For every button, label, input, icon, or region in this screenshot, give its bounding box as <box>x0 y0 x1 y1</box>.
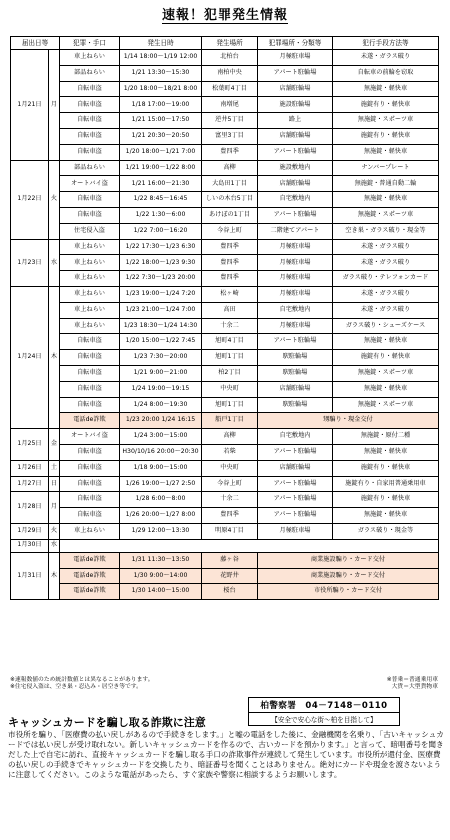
weekday-cell: 日 <box>49 476 60 492</box>
table-cell: 1/21 15:00～17:50 <box>120 113 202 129</box>
table-row <box>11 460 439 476</box>
table-cell: 今谷上町 <box>202 223 258 239</box>
table-cell: 花野井 <box>202 568 258 584</box>
table-cell: 電話de詐欺 <box>60 584 120 600</box>
table-cell: 店舗駐輪場 <box>258 460 333 476</box>
table-cell: 旭町1丁目 <box>202 350 258 366</box>
date-cell: 1月21日 <box>11 50 49 161</box>
table-cell: 自転車盗 <box>60 381 120 397</box>
page-title: 速報！犯罪発生情報 <box>161 8 288 23</box>
table-cell: 無施錠・スポーツ車 <box>333 113 439 129</box>
table-row <box>11 429 439 445</box>
table-cell: 店舗駐輪場 <box>258 176 333 192</box>
table-cell: 1/28 6:00～8:00 <box>120 492 202 508</box>
table-cell: 月極駐車場 <box>258 318 333 334</box>
date-cell: 1月30日 <box>11 539 49 552</box>
header-cell: 発生場所 <box>202 37 258 50</box>
date-cell: 1月23日 <box>11 239 49 286</box>
table-cell: アパート駐輪場 <box>258 508 333 524</box>
table-cell: 自転車盗 <box>60 144 120 160</box>
table-cell: 自宅敷地内 <box>258 429 333 445</box>
table-cell: 中央町 <box>202 381 258 397</box>
table-cell: 若柴 <box>202 444 258 460</box>
table-cell: 1/23 19:00～1/24 7:20 <box>120 286 202 302</box>
table-cell: 無施錠・軽快車 <box>333 508 439 524</box>
table-cell: 自転車盗 <box>60 334 120 350</box>
table-cell: 中央町 <box>202 460 258 476</box>
table-cell: アパート駐輪場 <box>258 492 333 508</box>
table-cell: 1/26 20:00～1/27 8:00 <box>120 508 202 524</box>
header-cell: 届出日等 <box>11 37 60 50</box>
table-cell: 1/24 8:00～19:30 <box>120 397 202 413</box>
table-row <box>11 113 439 129</box>
police-slogan: 【安全で安心な街～柏を目指して】 <box>249 712 399 724</box>
table-cell: オートバイ盗 <box>60 176 120 192</box>
table-cell: ガラス破り・現金等 <box>333 523 439 539</box>
table-row <box>11 539 439 552</box>
table-cell: 無施錠・軽快車 <box>333 334 439 350</box>
table-row <box>11 97 439 113</box>
table-cell: 自転車の前輪を窃取 <box>333 65 439 81</box>
note-1: ※速報数値のため統計数値とは異なることがあります。 <box>10 677 154 683</box>
table-cell: 1/18 17:00～19:00 <box>120 97 202 113</box>
table-cell: 自転車盗 <box>60 128 120 144</box>
table-cell: 1/31 11:30～13:50 <box>120 552 202 568</box>
table-cell: 1/21 13:30～15:30 <box>120 65 202 81</box>
date-cell: 1月24日 <box>11 286 49 428</box>
table-cell: 自宅敷地内 <box>258 192 333 208</box>
table-cell: 車上ねらい <box>60 286 120 302</box>
table-cell: アパート駐輪場 <box>258 334 333 350</box>
table-row <box>11 302 439 318</box>
table-cell: 南柏中央 <box>202 65 258 81</box>
table-cell: 1/22 1:30～6:00 <box>120 207 202 223</box>
date-cell: 1月28日 <box>11 492 49 524</box>
table-cell: 月極駐車場 <box>258 523 333 539</box>
table-cell: 高柳 <box>202 160 258 176</box>
table-cell: 自宅敷地内 <box>258 302 333 318</box>
table-cell: 自転車盗 <box>60 397 120 413</box>
table-cell: アパート駐輪場 <box>258 144 333 160</box>
police-contact <box>248 697 400 726</box>
table-cell: 無施錠・軽快車 <box>333 192 439 208</box>
table-cell: 駅駐輪場 <box>258 365 333 381</box>
table-cell: 自転車盗 <box>60 508 120 524</box>
note-4: 大貨＝大型貨物車 <box>391 684 438 690</box>
table-row <box>11 255 439 271</box>
table-row <box>11 239 439 255</box>
table-cell: 自転車盗 <box>60 113 120 129</box>
table-cell: 施錠有り・軽快車 <box>333 492 439 508</box>
table-row <box>11 50 439 66</box>
header-cell: 犯罪・手口 <box>60 37 120 50</box>
header-cell: 犯罪場所・分類等 <box>258 37 333 50</box>
table-cell: 1/23 18:30～1/24 14:30 <box>120 318 202 334</box>
table-cell: 部品ねらい <box>60 160 120 176</box>
weekday-cell: 月 <box>49 492 60 524</box>
table-cell: 月極駐車場 <box>258 239 333 255</box>
table-cell: 1/26 19:00～1/27 2:50 <box>120 476 202 492</box>
date-cell: 1月31日 <box>11 552 49 599</box>
table-cell: 無施錠・スポーツ車 <box>333 207 439 223</box>
table-cell: 駅駐輪場 <box>258 350 333 366</box>
table-cell: 逆井5丁目 <box>202 113 258 129</box>
table-row <box>11 192 439 208</box>
table-cell: 十余二 <box>202 318 258 334</box>
warning-title: キャッシュカードを騙し取る詐欺に注意 <box>8 716 206 729</box>
table-cell: 部品ねらい <box>60 65 120 81</box>
table-cell: ガラス破り・シューズケース <box>333 318 439 334</box>
table-cell: 1/20 18:00～18/21 8:00 <box>120 81 202 97</box>
table-cell: 旭町1丁目 <box>202 397 258 413</box>
fraud-row <box>11 552 439 568</box>
table-cell: 1/21 16:00～21:30 <box>120 176 202 192</box>
table-row <box>11 381 439 397</box>
table-cell: 電話de詐欺 <box>60 552 120 568</box>
table-row <box>11 350 439 366</box>
crime-table <box>10 36 439 600</box>
table-cell: 1/22 17:30～1/23 6:30 <box>120 239 202 255</box>
table-cell: 豊四季 <box>202 144 258 160</box>
table-row <box>11 65 439 81</box>
table-cell: 未遂・ガラス破り <box>333 255 439 271</box>
table-cell: しいの木台5丁目 <box>202 192 258 208</box>
table-cell: 松ヶ崎 <box>202 286 258 302</box>
table-cell: 施錠有り・軽快車 <box>333 128 439 144</box>
weekday-cell: 火 <box>49 160 60 239</box>
table-cell: 1/23 20:00 1/24 16:15 <box>120 413 202 429</box>
table-cell: 自転車盗 <box>60 460 120 476</box>
table-cell: 1/14 18:00～1/19 12:00 <box>120 50 202 66</box>
table-cell: 1/18 9:00～15:00 <box>120 460 202 476</box>
table-cell: 1/21 9:00～21:00 <box>120 365 202 381</box>
table-cell: 車上ねらい <box>60 271 120 287</box>
table-row <box>11 365 439 381</box>
fraud-row <box>11 413 439 429</box>
header-cell: 発生日時 <box>120 37 202 50</box>
table-row <box>11 176 439 192</box>
table-row <box>11 508 439 524</box>
table-cell: 駅駐輪場 <box>258 397 333 413</box>
table-cell: 未遂・ガラス破り <box>333 286 439 302</box>
table-cell: 1/29 12:00～13:30 <box>120 523 202 539</box>
table-cell: 車上ねらい <box>60 302 120 318</box>
table-row <box>11 286 439 302</box>
table-cell: アパート駐輪場 <box>258 65 333 81</box>
table-cell: 豊四季 <box>202 239 258 255</box>
table-cell: 無施錠・軽快車 <box>333 444 439 460</box>
table-cell: 施設敷地内 <box>258 160 333 176</box>
table-row <box>11 318 439 334</box>
table-cell: 施錠有り・軽快車 <box>333 460 439 476</box>
table-cell: 船戸1丁目 <box>202 413 258 429</box>
table-cell: 自転車盗 <box>60 492 120 508</box>
table-cell: 大島田1丁目 <box>202 176 258 192</box>
table-row <box>11 160 439 176</box>
table-cell: 明原4丁目 <box>202 523 258 539</box>
table-cell: 車上ねらい <box>60 523 120 539</box>
table-row <box>11 223 439 239</box>
table-cell: 空き巣・ガラス破り・現金等 <box>333 223 439 239</box>
table-cell: 自転車盗 <box>60 97 120 113</box>
table-cell: 1/22 8:45～16:45 <box>120 192 202 208</box>
date-cell: 1月26日 <box>11 460 49 476</box>
table-row <box>11 397 439 413</box>
table-cell: アパート駐輪場 <box>258 207 333 223</box>
table-cell: オートバイ盗 <box>60 429 120 445</box>
table-cell: 藤ヶ谷 <box>202 552 258 568</box>
fraud-row <box>11 584 439 600</box>
weekday-cell: 金 <box>49 429 60 461</box>
table-cell: 1/22 7:30～1/23 20:00 <box>120 271 202 287</box>
table-cell: ナンバープレート <box>333 160 439 176</box>
table-cell: 自転車盗 <box>60 81 120 97</box>
table-cell: 未遂・ガラス破り <box>333 239 439 255</box>
table-cell: 無施錠・軽快車 <box>333 81 439 97</box>
date-cell: 1月27日 <box>11 476 49 492</box>
table-cell: 豊四季 <box>202 271 258 287</box>
table-cell: ガラス破り・テレフォンカード <box>333 271 439 287</box>
table-cell: 南増尾 <box>202 97 258 113</box>
table-cell: 今谷上町 <box>202 476 258 492</box>
table-row <box>11 476 439 492</box>
table-cell: 甥騙り・現金交付 <box>258 413 439 429</box>
table-cell: 桜台 <box>202 584 258 600</box>
weekday-cell: 月 <box>49 50 60 161</box>
table-cell: 1/21 19:00～1/22 8:00 <box>120 160 202 176</box>
table-cell: 自転車盗 <box>60 365 120 381</box>
table-cell: 車上ねらい <box>60 50 120 66</box>
table-cell: 車上ねらい <box>60 255 120 271</box>
table-cell: 1/30 14:00～15:00 <box>120 584 202 600</box>
table-cell: 無施錠・スポーツ車 <box>333 365 439 381</box>
table-cell: 無施錠・スポーツ車 <box>333 397 439 413</box>
date-cell: 1月29日 <box>11 523 49 539</box>
table-row <box>11 492 439 508</box>
table-cell: 電話de詐欺 <box>60 413 120 429</box>
table-cell: 自転車盗 <box>60 207 120 223</box>
table-cell: 1/22 7:00～16:20 <box>120 223 202 239</box>
table-cell: 自転車盗 <box>60 350 120 366</box>
table-cell: 1/23 21:00～1/24 7:00 <box>120 302 202 318</box>
table-row <box>11 523 439 539</box>
table-cell: 二階建てアパート <box>258 223 333 239</box>
table-cell: 商業施設騙り・カード交付 <box>258 568 439 584</box>
table-cell: 施錠有り・自家用普通乗用車 <box>333 476 439 492</box>
table-cell: アパート駐輪場 <box>258 476 333 492</box>
weekday-cell: 木 <box>49 286 60 428</box>
table-cell: 無施錠・軽快車 <box>333 144 439 160</box>
table-cell: 1/22 18:00～1/23 9:30 <box>120 255 202 271</box>
table-cell: 路上 <box>258 113 333 129</box>
table-cell: 旭町4丁目 <box>202 334 258 350</box>
table-cell: 店舗駐輪場 <box>258 128 333 144</box>
table-row <box>11 334 439 350</box>
table-cell: 無施錠・原付二種 <box>333 429 439 445</box>
table-cell: 商業施設騙り・カード交付 <box>258 552 439 568</box>
note-3: ※普乗＝普通乗用車 <box>386 677 438 683</box>
table-cell: 自転車盗 <box>60 192 120 208</box>
weekday-cell: 水 <box>49 539 60 552</box>
table-cell: 施設駐輪場 <box>258 97 333 113</box>
table-cell: 十余二 <box>202 492 258 508</box>
table-cell: 豊四季 <box>202 508 258 524</box>
table-cell: あけぼの1丁目 <box>202 207 258 223</box>
table-cell: 電話de詐欺 <box>60 568 120 584</box>
table-cell: 月極駐車場 <box>258 50 333 66</box>
table-header <box>11 37 439 50</box>
table-cell: 富里3丁目 <box>202 128 258 144</box>
table-cell: 柏2丁目 <box>202 365 258 381</box>
table-row <box>11 128 439 144</box>
table-cell <box>60 539 439 552</box>
table-cell: アパート駐輪場 <box>258 444 333 460</box>
table-cell: 1/30 9:00～14:00 <box>120 568 202 584</box>
table-cell: 施錠有り・軽快車 <box>333 97 439 113</box>
table-cell: H30/10/16 20:00～20:30 <box>120 444 202 460</box>
weekday-cell: 木 <box>49 552 60 599</box>
weekday-cell: 土 <box>49 460 60 476</box>
table-cell: 月極駐車場 <box>258 271 333 287</box>
fraud-row <box>11 568 439 584</box>
table-cell: 北柏台 <box>202 50 258 66</box>
table-cell: 1/20 18:00～1/21 7:00 <box>120 144 202 160</box>
header-cell: 犯行手段方法等 <box>333 37 439 50</box>
police-phone: 柏警察署 04－7148－0110 <box>260 701 388 711</box>
table-cell: 1/24 3:00～15:00 <box>120 429 202 445</box>
weekday-cell: 火 <box>49 523 60 539</box>
table-cell: 無施錠・軽快車 <box>333 381 439 397</box>
table-cell: 車上ねらい <box>60 318 120 334</box>
table-cell: 施錠有り・軽快車 <box>333 350 439 366</box>
table-row <box>11 81 439 97</box>
table-cell: 1/23 7:30～20:00 <box>120 350 202 366</box>
table-cell: 未遂・ガラス破り <box>333 302 439 318</box>
table-cell: 月極駐車場 <box>258 255 333 271</box>
table-cell: 店舗駐輪場 <box>258 81 333 97</box>
table-cell: 店舗駐輪場 <box>258 381 333 397</box>
table-row <box>11 207 439 223</box>
table-cell: 1/20 15:00～1/22 7:45 <box>120 334 202 350</box>
table-cell: 無施錠・普通自動二輪 <box>333 176 439 192</box>
table-cell: 車上ねらい <box>60 239 120 255</box>
table-cell: 住宅侵入盗 <box>60 223 120 239</box>
date-cell: 1月22日 <box>11 160 49 239</box>
table-cell: 市役所騙り・カード交付 <box>258 584 439 600</box>
table-cell: 高柳 <box>202 429 258 445</box>
warning-body: 市役所を騙り、「医療費の払い戻しがあるので手続きをします。」と嘘の電話をした後に、金融機関を名乗り、「古いキャッシュカードでは払い戻しが受け取れない。新しいキャッシュカードを作るので、古いカードを預かります。」と言って、暗唱番号を聞きだした上で自宅に訪れ、直接キャッシュカードを騙し取る手口の詐欺事件が連続して発生しています。市役所が還付金、医療費の払い戻しの手続きでキャッシュカードを交換したり、暗証番号を聞くことはありません。絶対にカードや現金を渡さないように注意してください。このような電話があったら、すぐ家族や警察に相談するようお願いします。 <box>8 730 444 779</box>
table-cell: 未遂・ガラス破り <box>333 50 439 66</box>
table-row <box>11 271 439 287</box>
table-cell: 月極駐車場 <box>258 286 333 302</box>
date-cell: 1月25日 <box>11 429 49 461</box>
table-row <box>11 144 439 160</box>
table-cell: 高田 <box>202 302 258 318</box>
table-row <box>11 444 439 460</box>
abbrev-notes <box>387 677 438 691</box>
table-cell: 自転車盗 <box>60 444 120 460</box>
table-cell: 1/21 20:30～20:50 <box>120 128 202 144</box>
weekday-cell: 水 <box>49 239 60 286</box>
note-2: ※住宅侵入盗は、空き巣・忍込み・居空き等です。 <box>10 684 142 690</box>
table-cell: 豊四季 <box>202 255 258 271</box>
footnotes <box>10 677 154 691</box>
table-cell: 松葉町4丁目 <box>202 81 258 97</box>
table-cell: 自転車盗 <box>60 476 120 492</box>
table-cell: 1/24 19:00～19:15 <box>120 381 202 397</box>
